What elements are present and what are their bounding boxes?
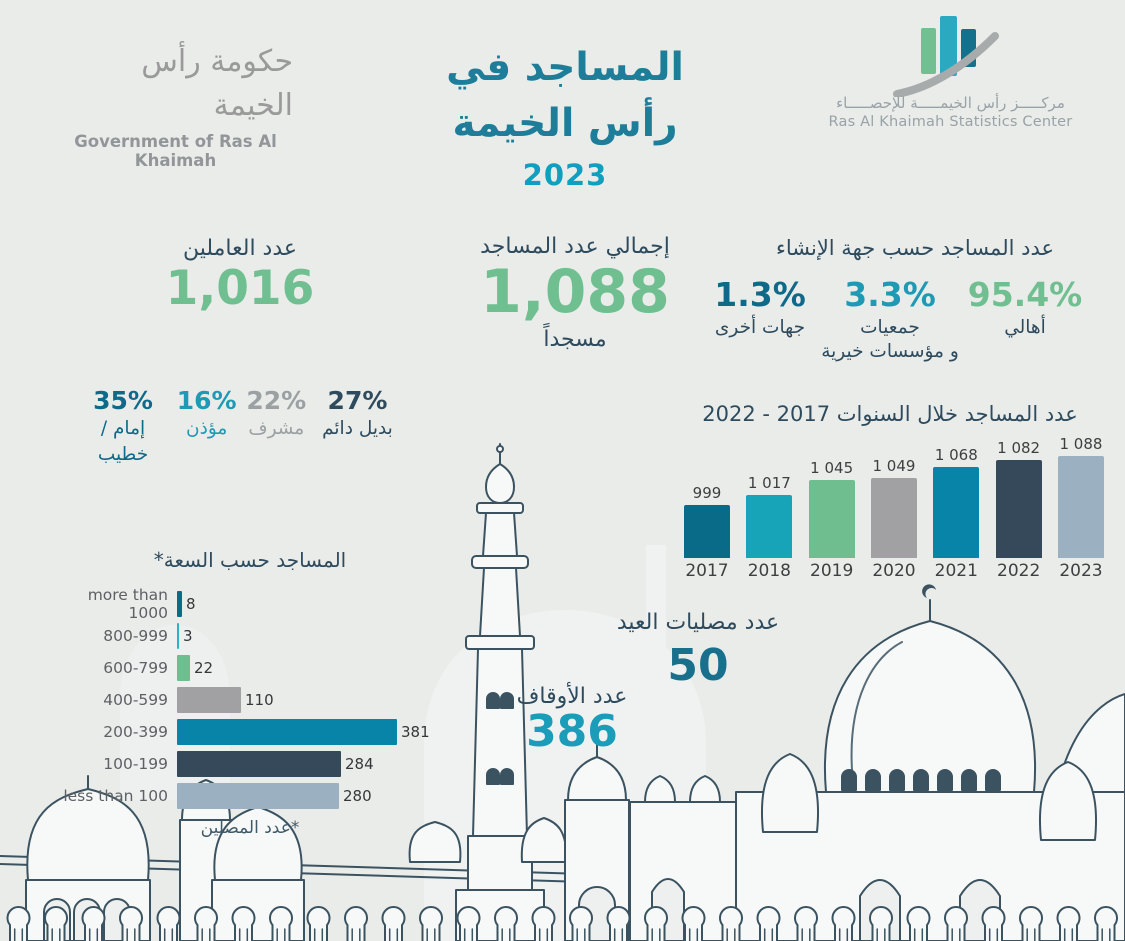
bar-value-label: 1 082 (997, 439, 1041, 457)
capacity-value-label: 8 (186, 594, 196, 613)
title-year: 2023 (522, 158, 608, 192)
workers-section (130, 236, 350, 317)
capacity-category-label: 200-399 (103, 722, 168, 741)
capacity-bar (177, 783, 339, 809)
workers-breakdown (78, 386, 400, 468)
endowments-title: عدد الأوقاف (516, 684, 628, 709)
builder-charities (815, 274, 965, 364)
capacity-row (60, 718, 460, 745)
title-line1: المساجد في (446, 45, 684, 90)
year-bar (871, 478, 917, 558)
title-line2: رأس الخيمة (452, 101, 678, 146)
bar-value-label: 1 017 (747, 474, 791, 492)
total-mosques-value: 1,088 (480, 257, 670, 327)
by-builder-items (705, 274, 1085, 364)
workers-title: عدد العاملين (182, 236, 298, 261)
builder-label: أهالي (1004, 317, 1046, 338)
capacity-category-label: 100-199 (103, 754, 168, 773)
statistics-center-english: Ras Al Khaimah Statistics Center (828, 114, 1073, 130)
statistics-center-arabic: مركـــــز رأس الخيمـــــة للإحصـــــاء (836, 94, 1065, 112)
capacity-value-label: 284 (345, 754, 374, 773)
bar-value-label: 1 088 (1059, 435, 1103, 453)
capacity-row (60, 585, 460, 622)
bar-year-label: 2019 (810, 561, 854, 581)
statistics-center-logo-text (828, 94, 1073, 131)
capacity-category-label: less than 100 (63, 786, 168, 805)
builder-other (705, 274, 815, 364)
breakdown-label: بديل دائم (322, 418, 393, 439)
total-mosques-section (415, 234, 735, 352)
total-mosques-unit: مسجداً (543, 327, 607, 352)
capacity-chart-title: المساجد حسب السعة* (153, 548, 347, 572)
year-bar-column (996, 426, 1042, 582)
builder-pct: 3.3% (844, 275, 936, 314)
year-bar (746, 495, 792, 558)
builder-pct: 1.3% (714, 275, 806, 314)
year-bar-column (746, 426, 792, 582)
bar-year-label: 2023 (1059, 561, 1103, 581)
endowments-value: 386 (526, 706, 618, 757)
builder-label: جهات أخرى (714, 317, 806, 338)
yearly-chart-title: عدد المساجد خلال السنوات 2017 - 2022 (702, 402, 1078, 426)
government-logo-english: Government of Ras Al Khaimah (74, 132, 277, 170)
government-logo (58, 40, 293, 170)
year-bar-column (809, 426, 855, 582)
workers-breakdown-imam (78, 386, 168, 468)
bar-year-label: 2017 (685, 561, 729, 581)
workers-breakdown-supervisor (245, 386, 307, 468)
capacity-category-label: 600-799 (103, 658, 168, 677)
bar-year-label: 2021 (934, 561, 978, 581)
by-builder-title: عدد المساجد حسب جهة الإنشاء (775, 236, 1055, 260)
capacity-bar (177, 655, 190, 681)
capacity-row (60, 654, 460, 681)
yearly-bar-chart (684, 426, 1104, 582)
year-bar-column (871, 426, 917, 582)
government-logo-arabic: حكومة رأس الخيمة (141, 44, 293, 123)
year-bar (1058, 456, 1104, 558)
year-bar-column (684, 426, 730, 582)
capacity-value-label: 3 (183, 626, 193, 645)
capacity-bar (177, 719, 397, 745)
page-title (405, 40, 725, 192)
capacity-bar-chart (60, 585, 460, 814)
breakdown-pct: 27% (327, 386, 388, 415)
breakdown-label: مشرف (248, 418, 305, 439)
capacity-value-label: 280 (343, 786, 372, 805)
capacity-value-label: 110 (245, 690, 274, 709)
eid-musallas-value: 50 (667, 640, 729, 691)
breakdown-pct: 35% (93, 386, 153, 415)
capacity-row (60, 622, 460, 649)
builder-label2: و مؤسسات خيرية (821, 341, 959, 362)
capacity-value-label: 22 (194, 658, 214, 677)
bar-year-label: 2020 (872, 561, 916, 581)
year-bar (996, 460, 1042, 558)
total-mosques-title: إجمالي عدد المساجد (480, 234, 670, 259)
workers-breakdown-muezzin (176, 386, 238, 468)
year-bar (809, 480, 855, 558)
capacity-category-label: 400-599 (103, 690, 168, 709)
capacity-value-label: 381 (401, 722, 430, 741)
year-bar (933, 467, 979, 558)
workers-total: 1,016 (165, 261, 315, 316)
builder-label: جمعيات (860, 317, 920, 338)
year-bar (684, 505, 730, 558)
statistics-center-logo-icon (893, 12, 1008, 97)
eid-musallas-title: عدد مصليات العيد (616, 610, 780, 635)
bar-year-label: 2022 (997, 561, 1041, 581)
capacity-row (60, 686, 460, 713)
capacity-bar (177, 751, 341, 777)
bar-value-label: 1 068 (934, 446, 978, 464)
builder-pct: 95.4% (967, 275, 1083, 314)
builder-residents (965, 274, 1085, 364)
capacity-category-label: more than 1000 (87, 585, 168, 622)
bar-value-label: 1 045 (810, 459, 854, 477)
capacity-bar (177, 623, 179, 649)
breakdown-label: مؤذن (186, 418, 228, 439)
bar-year-label: 2018 (747, 561, 791, 581)
workers-breakdown-substitute (315, 386, 400, 468)
year-bar-column (933, 426, 979, 582)
year-bar-column (1058, 426, 1104, 582)
capacity-bar (177, 687, 241, 713)
capacity-category-label: 800-999 (103, 626, 168, 645)
capacity-bar (177, 591, 182, 617)
capacity-row (60, 782, 460, 809)
bar-value-label: 1 049 (872, 457, 916, 475)
bar-value-label: 999 (692, 484, 722, 502)
breakdown-pct: 22% (246, 386, 307, 415)
breakdown-label: إمام / خطيب (97, 418, 149, 465)
breakdown-pct: 16% (176, 386, 237, 415)
capacity-chart-footnote: *عدد المصلين (200, 818, 300, 838)
capacity-row (60, 750, 460, 777)
